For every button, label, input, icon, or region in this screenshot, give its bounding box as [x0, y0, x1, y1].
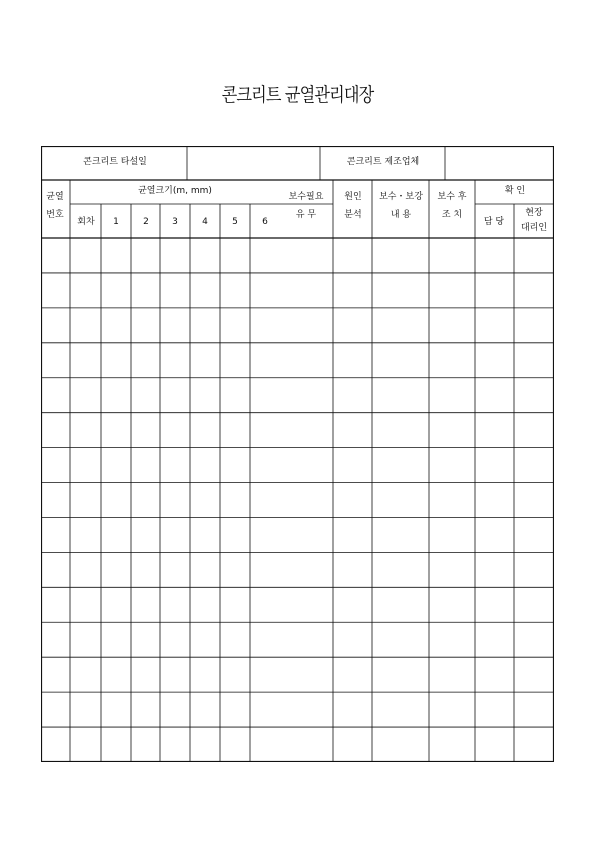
- table-cell[interactable]: [476, 449, 513, 482]
- table-cell[interactable]: [221, 379, 249, 412]
- table-cell[interactable]: [251, 344, 332, 377]
- table-row: [41, 413, 554, 448]
- table-cell[interactable]: [132, 658, 159, 691]
- table-cell[interactable]: [251, 274, 332, 307]
- table-cell[interactable]: [476, 623, 513, 656]
- crack-management-form: [41, 146, 554, 762]
- table-cell[interactable]: [161, 414, 189, 447]
- table-cell[interactable]: [476, 693, 513, 726]
- table-cell[interactable]: [251, 379, 332, 412]
- table-cell[interactable]: [221, 588, 249, 621]
- table-cell[interactable]: [132, 414, 159, 447]
- table-cell[interactable]: [161, 553, 189, 586]
- repair-content-header-line2: 내 용: [390, 210, 412, 220]
- table-cell[interactable]: [515, 309, 553, 342]
- table-cell[interactable]: [71, 309, 100, 342]
- table-cell[interactable]: [334, 484, 371, 517]
- table-cell[interactable]: [476, 239, 513, 272]
- table-row: [41, 343, 554, 378]
- table-cell[interactable]: [191, 414, 219, 447]
- table-cell[interactable]: [334, 344, 371, 377]
- table-cell[interactable]: [102, 588, 130, 621]
- table-cell[interactable]: [334, 588, 371, 621]
- table-cell[interactable]: [515, 344, 553, 377]
- table-cell[interactable]: [373, 484, 428, 517]
- table-cell[interactable]: [373, 344, 428, 377]
- table-cell[interactable]: [430, 658, 474, 691]
- point-2-header: 2: [143, 217, 149, 227]
- table-cell[interactable]: [132, 379, 159, 412]
- table-cell[interactable]: [132, 484, 159, 517]
- table-cell[interactable]: [132, 518, 159, 551]
- table-cell[interactable]: [334, 414, 371, 447]
- table-cell[interactable]: [334, 658, 371, 691]
- table-cell[interactable]: [71, 518, 100, 551]
- table-cell[interactable]: [221, 693, 249, 726]
- post-repair-header-line1: 보수 후: [437, 192, 467, 202]
- table-cell[interactable]: [221, 274, 249, 307]
- table-cell[interactable]: [132, 274, 159, 307]
- table-cell[interactable]: [515, 553, 553, 586]
- table-cell[interactable]: [161, 484, 189, 517]
- table-cell[interactable]: [42, 379, 69, 412]
- table-cell[interactable]: [515, 588, 553, 621]
- table-cell[interactable]: [191, 344, 219, 377]
- table-cell[interactable]: [221, 658, 249, 691]
- post-repair-header-line2: 조 치: [441, 210, 463, 220]
- table-cell[interactable]: [102, 379, 130, 412]
- table-cell[interactable]: [132, 239, 159, 272]
- table-cell[interactable]: [71, 379, 100, 412]
- table-cell[interactable]: [430, 344, 474, 377]
- table-cell[interactable]: [221, 728, 249, 761]
- crack-no-header-line1: 균열: [46, 192, 64, 202]
- table-cell[interactable]: [161, 658, 189, 691]
- table-cell[interactable]: [161, 274, 189, 307]
- table-cell[interactable]: [221, 449, 249, 482]
- table-cell[interactable]: [161, 344, 189, 377]
- table-cell[interactable]: [102, 518, 130, 551]
- table-cell[interactable]: [42, 239, 69, 272]
- table-cell[interactable]: [221, 553, 249, 586]
- table-cell[interactable]: [191, 588, 219, 621]
- table-cell[interactable]: [161, 623, 189, 656]
- table-cell[interactable]: [251, 728, 332, 761]
- table-cell[interactable]: [515, 658, 553, 691]
- table-cell[interactable]: [42, 623, 69, 656]
- table-row: [41, 692, 554, 727]
- table-cell[interactable]: [71, 728, 100, 761]
- table-cell[interactable]: [373, 518, 428, 551]
- point-5-header: 5: [232, 217, 238, 227]
- table-row: [41, 448, 554, 483]
- table-cell[interactable]: [373, 623, 428, 656]
- table-cell[interactable]: [334, 239, 371, 272]
- table-cell[interactable]: [42, 518, 69, 551]
- table-row: [41, 552, 554, 587]
- table-cell[interactable]: [251, 518, 332, 551]
- table-cell[interactable]: [191, 379, 219, 412]
- table-cell[interactable]: [251, 449, 332, 482]
- table-cell[interactable]: [373, 728, 428, 761]
- table-cell[interactable]: [71, 274, 100, 307]
- table-cell[interactable]: [42, 414, 69, 447]
- table-cell[interactable]: [515, 728, 553, 761]
- table-cell[interactable]: [161, 728, 189, 761]
- manager-header: 담 당: [483, 217, 505, 227]
- table-cell[interactable]: [373, 379, 428, 412]
- table-cell[interactable]: [71, 449, 100, 482]
- pour-date-label: 콘크리트 타설일: [83, 157, 147, 167]
- table-cell[interactable]: [42, 309, 69, 342]
- table-cell[interactable]: [132, 553, 159, 586]
- table-row: [41, 622, 554, 657]
- table-cell[interactable]: [373, 658, 428, 691]
- table-cell[interactable]: [221, 484, 249, 517]
- table-cell[interactable]: [251, 414, 332, 447]
- table-cell[interactable]: [71, 623, 100, 656]
- table-row: [41, 657, 554, 692]
- point-1-header: 1: [113, 217, 119, 227]
- table-cell[interactable]: [161, 309, 189, 342]
- table-row: [41, 273, 554, 308]
- table-cell[interactable]: [334, 553, 371, 586]
- table-cell[interactable]: [430, 588, 474, 621]
- table-cell[interactable]: [476, 274, 513, 307]
- table-cell[interactable]: [476, 518, 513, 551]
- table-cell[interactable]: [373, 449, 428, 482]
- table-cell[interactable]: [71, 484, 100, 517]
- crack-no-header-line2: 번호: [46, 210, 64, 220]
- table-cell[interactable]: [430, 623, 474, 656]
- table-cell[interactable]: [161, 588, 189, 621]
- table-row: [41, 238, 554, 273]
- table-cell[interactable]: [251, 484, 332, 517]
- table-cell[interactable]: [334, 693, 371, 726]
- table-cell[interactable]: [221, 239, 249, 272]
- table-cell[interactable]: [430, 274, 474, 307]
- table-cell[interactable]: [476, 484, 513, 517]
- table-cell[interactable]: [42, 484, 69, 517]
- table-cell[interactable]: [102, 414, 130, 447]
- table-cell[interactable]: [191, 728, 219, 761]
- table-cell[interactable]: [251, 309, 332, 342]
- repair-needed-header-line1: 보수필요: [288, 192, 324, 202]
- table-cell[interactable]: [71, 239, 100, 272]
- pour-date-field[interactable]: [187, 147, 319, 180]
- table-cell[interactable]: [515, 239, 553, 272]
- table-cell[interactable]: [430, 449, 474, 482]
- table-cell[interactable]: [161, 693, 189, 726]
- table-row: [41, 378, 554, 413]
- table-cell[interactable]: [430, 309, 474, 342]
- table-cell[interactable]: [132, 728, 159, 761]
- table-cell[interactable]: [42, 274, 69, 307]
- table-cell[interactable]: [430, 693, 474, 726]
- table-cell[interactable]: [191, 553, 219, 586]
- table-cell[interactable]: [476, 728, 513, 761]
- table-cell[interactable]: [221, 623, 249, 656]
- table-cell[interactable]: [102, 309, 130, 342]
- table-cell[interactable]: [515, 484, 553, 517]
- table-cell[interactable]: [334, 518, 371, 551]
- table-row: [41, 587, 554, 622]
- table-cell[interactable]: [515, 693, 553, 726]
- table-cell[interactable]: [251, 588, 332, 621]
- table-cell[interactable]: [430, 518, 474, 551]
- table-cell[interactable]: [132, 623, 159, 656]
- table-cell[interactable]: [132, 588, 159, 621]
- site-agent-header-line2: 대리인: [520, 223, 548, 233]
- table-cell[interactable]: [42, 553, 69, 586]
- table-cell[interactable]: [42, 658, 69, 691]
- table-cell[interactable]: [132, 309, 159, 342]
- table-cell[interactable]: [132, 449, 159, 482]
- table-cell[interactable]: [476, 309, 513, 342]
- table-cell[interactable]: [515, 449, 553, 482]
- site-agent-header-line1: 현장: [525, 208, 543, 218]
- table-cell[interactable]: [42, 728, 69, 761]
- table-cell[interactable]: [161, 239, 189, 272]
- table-cell[interactable]: [430, 239, 474, 272]
- table-cell[interactable]: [251, 693, 332, 726]
- table-row: [41, 517, 554, 552]
- table-cell[interactable]: [334, 728, 371, 761]
- table-cell[interactable]: [191, 658, 219, 691]
- table-cell[interactable]: [191, 239, 219, 272]
- table-cell[interactable]: [42, 693, 69, 726]
- table-cell[interactable]: [71, 414, 100, 447]
- point-6-header: 6: [262, 217, 268, 227]
- table-cell[interactable]: [161, 379, 189, 412]
- table-cell[interactable]: [476, 344, 513, 377]
- table-cell[interactable]: [476, 379, 513, 412]
- manufacturer-field[interactable]: [445, 147, 553, 180]
- table-cell[interactable]: [191, 518, 219, 551]
- table-cell[interactable]: [476, 553, 513, 586]
- point-3-header: 3: [172, 217, 178, 227]
- table-cell[interactable]: [191, 623, 219, 656]
- table-cell[interactable]: [251, 658, 332, 691]
- repair-needed-header-line2: 유 무: [295, 210, 317, 220]
- crack-size-header: 균열크기(m, mm): [138, 186, 212, 196]
- table-cell[interactable]: [191, 484, 219, 517]
- table-cell[interactable]: [515, 414, 553, 447]
- round-header: 회차: [77, 217, 95, 227]
- table-cell[interactable]: [102, 728, 130, 761]
- table-cell[interactable]: [515, 518, 553, 551]
- cause-header-line2: 분석: [344, 210, 362, 220]
- table-cell[interactable]: [161, 449, 189, 482]
- table-cell[interactable]: [71, 658, 100, 691]
- table-cell[interactable]: [221, 518, 249, 551]
- table-cell[interactable]: [430, 484, 474, 517]
- table-cell[interactable]: [102, 484, 130, 517]
- table-cell[interactable]: [42, 449, 69, 482]
- table-cell[interactable]: [71, 344, 100, 377]
- table-cell[interactable]: [191, 693, 219, 726]
- table-cell[interactable]: [334, 274, 371, 307]
- cause-header-line1: 원인: [344, 192, 362, 202]
- table-cell[interactable]: [251, 623, 332, 656]
- table-cell[interactable]: [334, 449, 371, 482]
- table-cell[interactable]: [71, 693, 100, 726]
- table-cell[interactable]: [515, 379, 553, 412]
- table-row: [41, 483, 554, 518]
- table-cell[interactable]: [373, 309, 428, 342]
- table-cell[interactable]: [132, 344, 159, 377]
- table-cell[interactable]: [102, 449, 130, 482]
- table-cell[interactable]: [132, 693, 159, 726]
- point-4-header: 4: [202, 217, 208, 227]
- table-cell[interactable]: [42, 588, 69, 621]
- table-cell[interactable]: [102, 658, 130, 691]
- table-cell[interactable]: [373, 414, 428, 447]
- table-cell[interactable]: [102, 623, 130, 656]
- table-cell[interactable]: [221, 414, 249, 447]
- table-cell[interactable]: [373, 693, 428, 726]
- table-row: [41, 308, 554, 343]
- table-cell[interactable]: [102, 274, 130, 307]
- table-cell[interactable]: [515, 623, 553, 656]
- table-cell[interactable]: [102, 693, 130, 726]
- table-cell[interactable]: [373, 274, 428, 307]
- table-cell[interactable]: [476, 414, 513, 447]
- table-cell[interactable]: [191, 309, 219, 342]
- repair-content-header-line1: 보수・보강: [379, 192, 423, 202]
- table-cell[interactable]: [102, 553, 130, 586]
- table-cell[interactable]: [42, 344, 69, 377]
- table-cell[interactable]: [221, 309, 249, 342]
- table-cell[interactable]: [221, 344, 249, 377]
- table-cell[interactable]: [191, 274, 219, 307]
- table-cell[interactable]: [373, 239, 428, 272]
- table-cell[interactable]: [71, 588, 100, 621]
- manufacturer-label: 콘크리트 제조업체: [346, 157, 420, 167]
- table-row: [41, 727, 554, 762]
- table-cell[interactable]: [476, 658, 513, 691]
- table-cell[interactable]: [102, 344, 130, 377]
- table-cell[interactable]: [334, 623, 371, 656]
- table-cell[interactable]: [161, 518, 189, 551]
- document-title: 콘크리트 균열관리대장: [221, 84, 374, 106]
- confirm-header: 확 인: [504, 186, 526, 196]
- table-cell[interactable]: [251, 553, 332, 586]
- table-cell[interactable]: [515, 274, 553, 307]
- table-cell[interactable]: [430, 728, 474, 761]
- table-cell[interactable]: [191, 449, 219, 482]
- table-cell[interactable]: [334, 379, 371, 412]
- table-cell[interactable]: [71, 553, 100, 586]
- table-cell[interactable]: [251, 239, 332, 272]
- table-cell[interactable]: [334, 309, 371, 342]
- table-cell[interactable]: [476, 588, 513, 621]
- table-cell[interactable]: [430, 414, 474, 447]
- table-cell[interactable]: [102, 239, 130, 272]
- table-cell[interactable]: [373, 588, 428, 621]
- table-cell[interactable]: [430, 553, 474, 586]
- table-cell[interactable]: [430, 379, 474, 412]
- table-cell[interactable]: [373, 553, 428, 586]
